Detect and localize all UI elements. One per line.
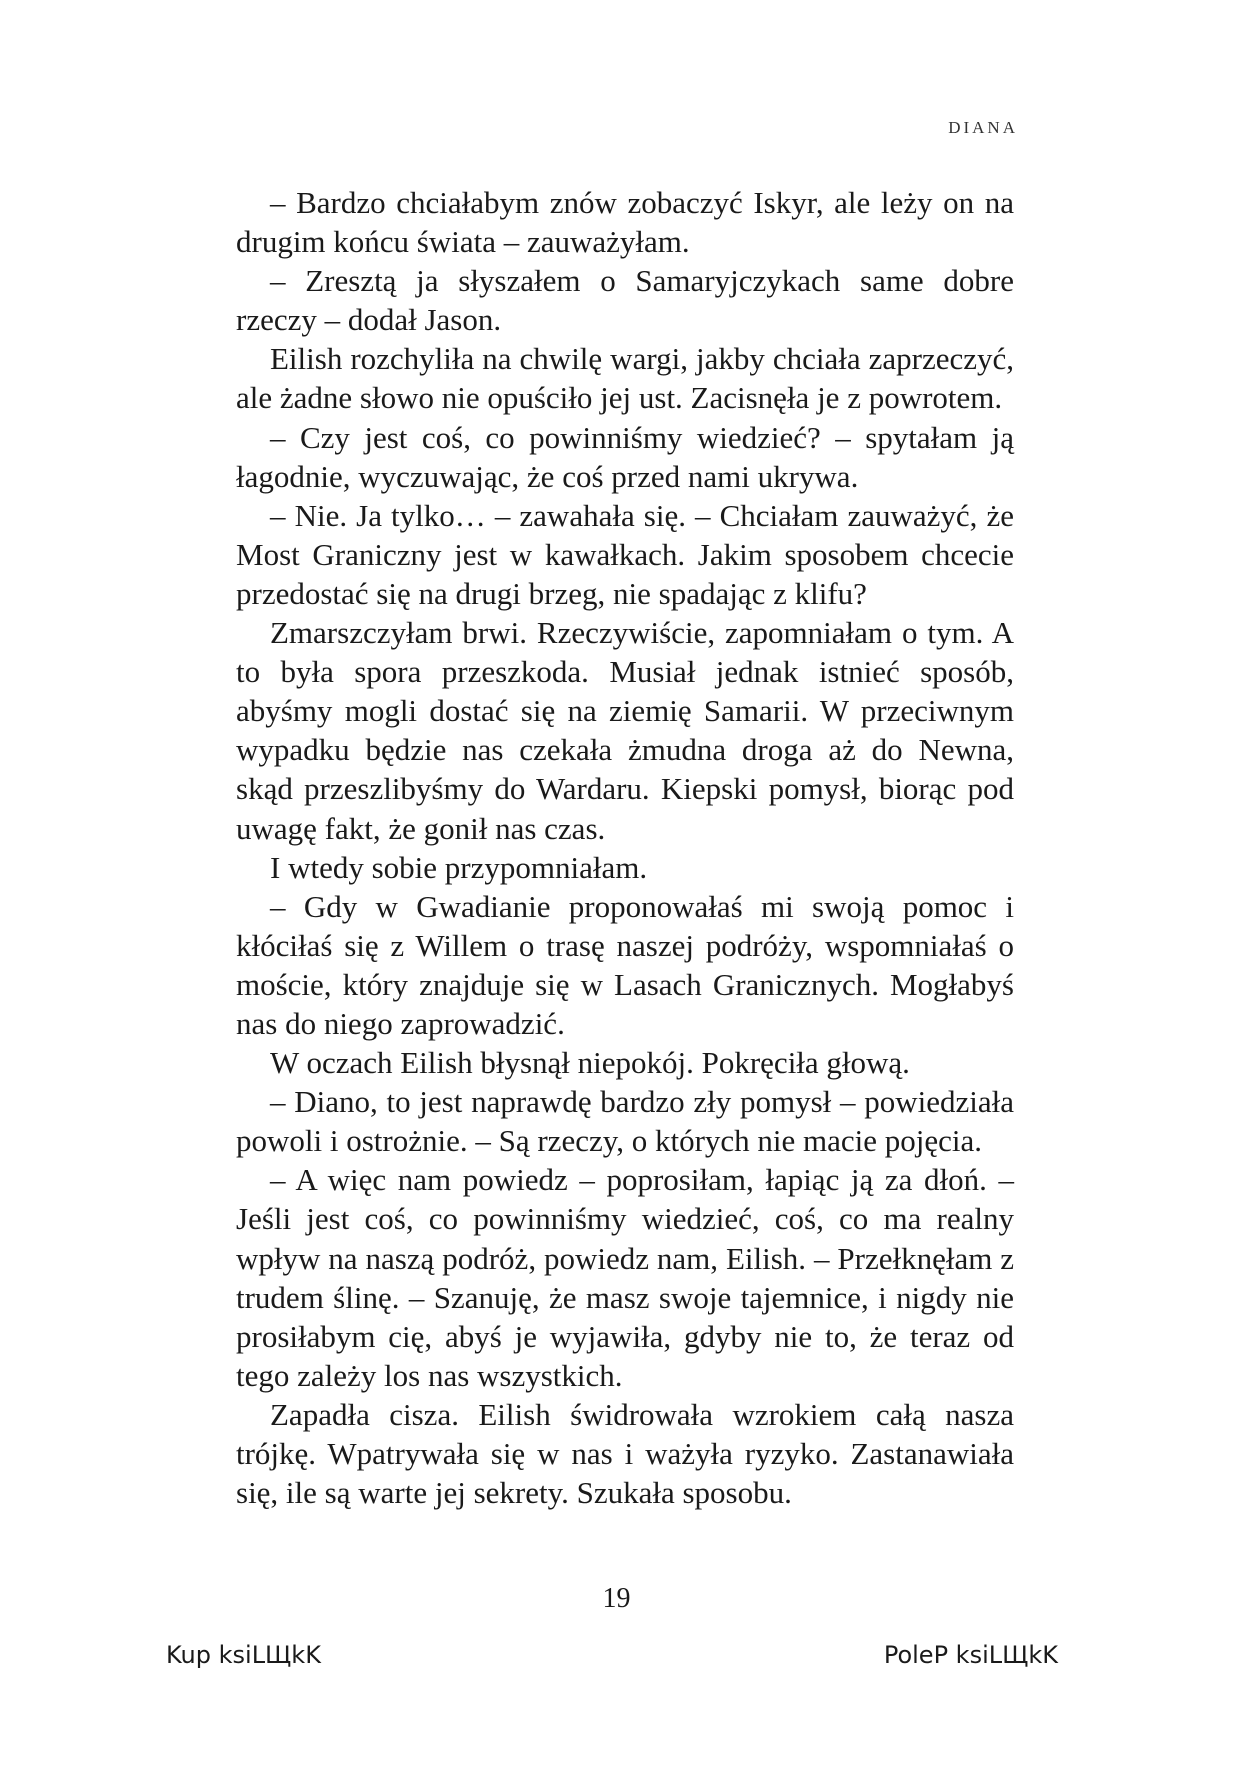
body-text <box>236 183 1014 1512</box>
page-number: 19 <box>602 1583 631 1614</box>
paragraph: W oczach Eilish błysnął niepokój. Pokręciła głową. <box>270 1045 910 1081</box>
running-head: DIANA <box>948 118 1018 137</box>
paragraph: Zapadła cisza. Eilish świdrowała wzrokiem całą nasza trójkę. Wpatrywała się w nas i ważyła ryzyko. Zastanawiała się, ile są warte jej sekrety. Szukała sposobu. <box>236 1396 1014 1511</box>
paragraph: – Nie. Ja tylko… – zawahała się. – Chciałam zauważyć, że Most Graniczny jest w kawałkach. Jakim sposobem chcecie przedostać się na drugi brzeg, nie spadając z klifu? <box>236 497 1014 611</box>
paragraph: Eilish rozchyliła na chwilę wargi, jakby chciała zaprzeczyć, ale żadne słowo nie opuściło jej ust. Zacisnęła je z powrotem. <box>236 341 1014 416</box>
recommend-book-link[interactable]: PoleP ksiLЩkK <box>883 1641 1058 1669</box>
paragraph: – Bardzo chciałabym znów zobaczyć Iskyr, ale leży on na drugim końcu świata – zauważyłam. <box>236 185 1014 260</box>
paragraph: Zmarszczyłam brwi. Rzeczywiście, zapomniałam o tym. A to była spora przeszkoda. Musiał jednak istnieć sposób, abyśmy mogli dostać się na ziemię Samarii. W przeciwnym wypadku będzie nas czekała żmudna droga aż do Newna, skąd przeszlibyśmy do Wardaru. Kiepski pomysł, biorąc pod uwagę fakt, że gonił nas czas. <box>236 615 1014 846</box>
paragraph: – A więc nam powiedz – poprosiłam, łapiąc ją za dłoń. – Jeśli jest coś, co powinniśmy wiedzieć, coś, co ma realny wpływ na naszą podróż, powiedz nam, Eilish. – Przełknęłam z trudem ślinę. – Szanuję, że masz swoje tajemnice, i nigdy nie prosiłabym cię, abyś je wyjawiła, gdyby nie to, że teraz od tego zależy los nas wszystkich. <box>236 1162 1014 1393</box>
paragraph: – Diano, to jest naprawdę bardzo zły pomysł – powiedziała powoli i ostrożnie. – Są rzeczy, o których nie macie pojęcia. <box>236 1084 1014 1159</box>
paragraph: – Zresztą ja słyszałem o Samaryjczykach same dobre rzeczy – dodał Jason. <box>236 263 1014 338</box>
paragraph: – Gdy w Gwadianie proponowałaś mi swoją pomoc i kłóciłaś się z Willem o trasę naszej podróży, wspomniałaś o moście, który znajduje się w Lasach Granicznych. Mogłabyś nas do niego zaprowadzić. <box>236 888 1014 1041</box>
paragraph: I wtedy sobie przypomniałam. <box>270 849 648 885</box>
paragraph: – Czy jest coś, co powinniśmy wiedzieć? – spytałam ją łagodnie, wyczuwając, że coś przed nami ukrywa. <box>236 419 1014 494</box>
buy-book-link[interactable]: Kup ksiLЩkK <box>166 1641 321 1669</box>
